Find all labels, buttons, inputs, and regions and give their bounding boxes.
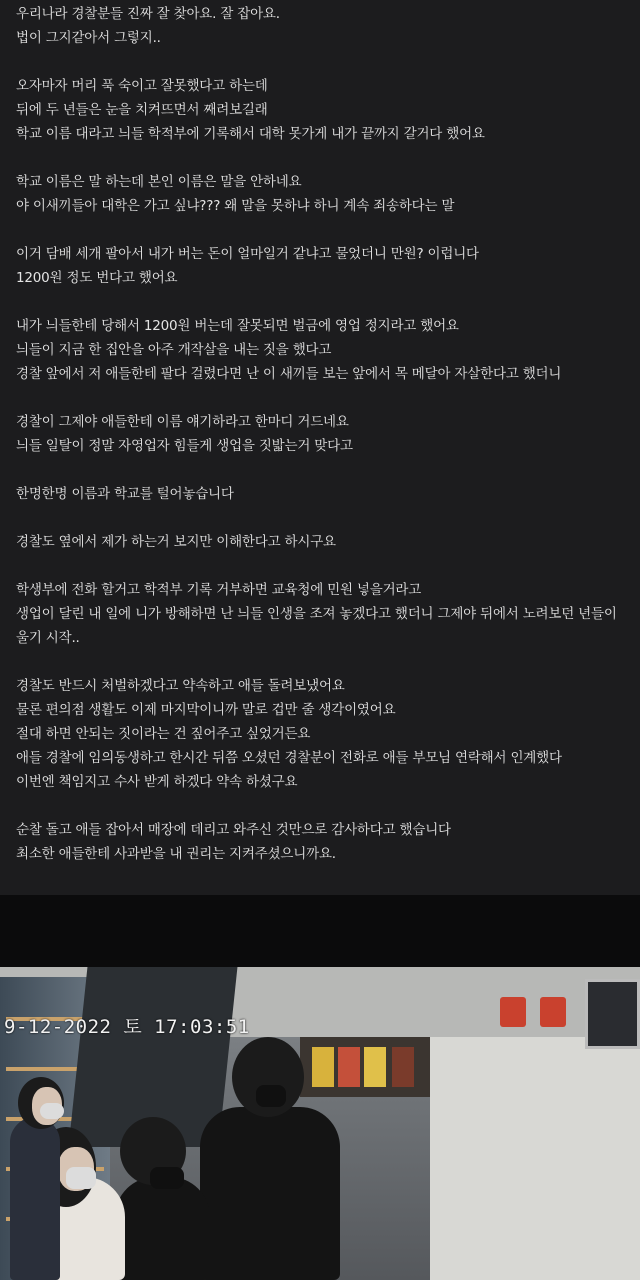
text-line: 뒤에 두 년들은 눈을 치켜뜨면서 째려보길래 [16,102,268,118]
text-line: 우리나라 경찰분들 진짜 잘 찾아요. 잘 잡아요. [16,6,280,22]
text-line: 이번엔 책임지고 수사 받게 하겠다 약속 하셨구요 [16,774,298,790]
text-line: 순찰 돌고 애들 잡아서 매장에 데리고 와주신 것만으로 감사하다고 했습니다 [16,822,451,838]
text-line: 경찰 앞에서 저 애들한테 팔다 걸렸다면 난 이 새끼들 보는 앞에서 목 메달아 자살한다고 했더니 [16,366,562,382]
paragraph [16,410,624,458]
text-line: 애들 경찰에 임의동생하고 한시간 뒤쯤 오셨던 경찰분이 전화로 애들 부모님 연락해서 인계했다 [16,750,562,766]
paragraph [16,170,624,218]
paragraph [16,530,624,554]
paragraph [16,74,624,146]
paragraph [16,818,624,866]
paragraph [16,242,624,290]
text-line: 내가 늬들한테 당해서 1200원 버는데 잘못되면 벌금에 영업 정지라고 했어요 [16,318,459,334]
text-line: 야 이새끼들아 대학은 가고 싶냐??? 왜 말을 못하냐 하니 계속 죄송하다는 말 [16,198,455,214]
paragraph [16,674,624,794]
text-line: 한명한명 이름과 학교를 털어놓습니다 [16,486,234,502]
text-line: 학교 이름은 말 하는데 본인 이름은 말을 안하네요 [16,174,302,190]
text-line: 이거 담배 세개 팔아서 내가 버는 돈이 얼마일거 같냐고 물었더니 만원? 이럽니다 [16,246,479,262]
text-line: 생업이 달린 내 일에 니가 방해하면 난 늬들 인생을 조져 놓겠다고 했더니 그제야 뒤에서 노려보던 년들이 울기 시작.. [16,606,617,646]
text-line: 경찰이 그제야 애들한테 이름 얘기하라고 한마디 거드네요 [16,414,349,430]
text-line: 늬들이 지금 한 집안을 아주 개작살을 내는 짓을 했다고 [16,342,332,358]
text-line: 최소한 애들한테 사과받을 내 권리는 지켜주셨으니까요. [16,846,336,862]
cctv-timestamp: 9-12-2022 토 17:03:51 [4,1016,250,1038]
paragraph [16,482,624,506]
divider-band [0,895,640,967]
text-line: 경찰도 반드시 처벌하겠다고 약속하고 애들 돌려보냈어요 [16,678,345,694]
paragraph [16,314,624,386]
text-line: 절대 하면 안되는 짓이라는 건 짚어주고 싶었거든요 [16,726,311,742]
paragraph [16,2,624,50]
text-line: 오자마자 머리 푹 숙이고 잘못했다고 하는데 [16,78,268,94]
text-line: 학생부에 전화 할거고 학적부 기록 거부하면 교육청에 민원 넣을거라고 [16,582,422,598]
paragraph [16,578,624,650]
text-line: 물론 편의점 생활도 이제 마지막이니까 말로 겁만 줄 생각이였어요 [16,702,396,718]
text-line: 늬들 일탈이 정말 자영업자 힘들게 생업을 짓밟는거 맞다고 [16,438,353,454]
text-line: 경찰도 옆에서 제가 하는거 보지만 이해한다고 하시구요 [16,534,336,550]
text-line: 학교 이름 대라고 늬들 학적부에 기록해서 대학 못가게 내가 끝까지 갈거다 했어요 [16,126,485,142]
text-line: 법이 그지같아서 그렇지.. [16,30,161,46]
text-line: 1200원 정도 번다고 했어요 [16,270,178,286]
